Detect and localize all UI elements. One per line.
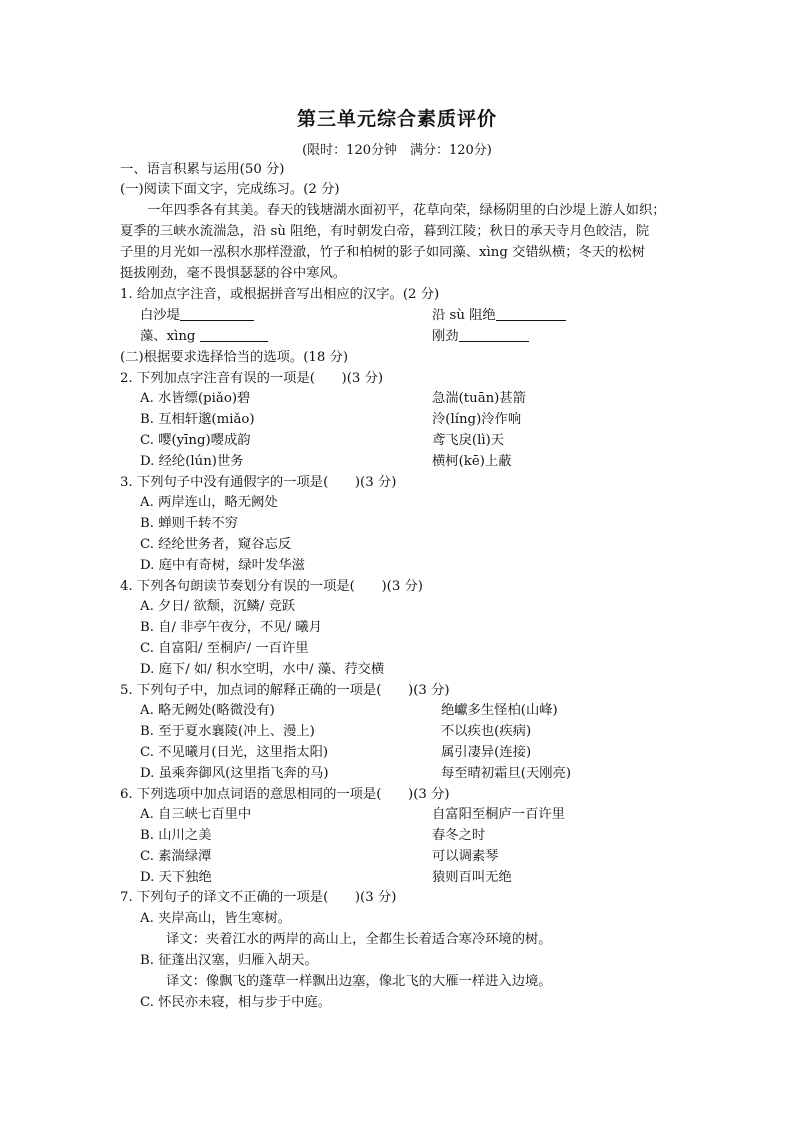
option-b: B. 互相轩邈(miǎo)	[140, 412, 255, 427]
answer-blank[interactable]	[200, 328, 268, 342]
option-b: B. 至于夏水襄陵(冲上、漫上)	[140, 724, 315, 739]
option-d: D. 庭中有奇树，绿叶发华滋	[140, 558, 305, 573]
option-d-pair: 横柯(kē)上蔽	[432, 454, 512, 469]
question-stem: 6. 下列选项中加点词语的意思相同的一项是( )(3 分)	[120, 787, 450, 802]
question-stem: 4. 下列各句朗读节奏划分有误的一项是( )(3 分)	[120, 579, 423, 594]
option-d: D. 虽乘奔御风(这里指飞奔的马)	[140, 766, 329, 781]
option-c: C. 素湍绿潭	[140, 849, 212, 864]
option-a: A. 夹岸高山，皆生寒树。	[140, 911, 292, 926]
option-b: B. 蝉则千转不穷	[140, 516, 239, 531]
fill-item	[140, 328, 268, 346]
translation-line: 译文：像飘飞的蓬草一样飘出边塞，像北飞的大雁一样进入边境。	[166, 974, 552, 989]
option-a: A. 略无阙处(略微没有)	[140, 703, 275, 718]
question-stem: 2. 下列加点字注音有误的一项是( )(3 分)	[120, 371, 384, 386]
option-c: C. 自富阳/ 至桐庐/ 一百许里	[140, 641, 309, 656]
option-d-pair: 猿则百叫无绝	[432, 870, 512, 885]
part-heading: (二)根据要求选择恰当的选项。(18 分)	[120, 350, 349, 365]
fill-item	[432, 328, 529, 346]
question-stem: 7. 下列句子的译文不正确的一项是( )(3 分)	[120, 890, 397, 905]
answer-blank[interactable]	[180, 307, 254, 321]
option-a-pair: 自富阳至桐庐一百许里	[432, 807, 565, 822]
fill-item-label: 沿 sù 阻绝	[432, 308, 496, 323]
part-heading: (一)阅读下面文字，完成练习。(2 分)	[120, 182, 340, 197]
option-c: C. 经纶世务者，窥谷忘反	[140, 537, 292, 552]
option-a: A. 水皆缥(piǎo)碧	[140, 391, 251, 406]
option-d: D. 经纶(lún)世务	[140, 454, 244, 469]
answer-blank[interactable]	[496, 307, 566, 321]
fill-item-label: 刚劲	[432, 329, 459, 344]
option-c: C. 嘤(yīng)嘤成韵	[140, 433, 251, 448]
option-c-pair: 鸢飞戾(lì)天	[432, 433, 505, 448]
option-b-pair: 春冬之时	[432, 828, 486, 843]
passage-line: 挺拔刚劲，毫不畏惧瑟瑟的谷中寒风。	[120, 266, 347, 281]
option-d: D. 天下独绝	[140, 870, 212, 885]
question-stem: 5. 下列句子中，加点词的解释正确的一项是( )(3 分)	[120, 683, 450, 698]
option-c: C. 不见曦月(日光，这里指太阳)	[140, 745, 329, 760]
option-a: A. 夕日/ 欲颓，沉鳞/ 竞跃	[140, 599, 296, 614]
passage-line: 一年四季各有其美。春天的钱塘湖水面初平，花草向荣，绿杨阴里的白沙堤上游人如织；	[147, 203, 666, 218]
option-b-pair: 不以疾也(疾病)	[441, 724, 532, 739]
option-b: B. 征蓬出汉塞，归雁入胡天。	[140, 953, 318, 968]
option-a-pair: 急湍(tuān)甚箭	[432, 391, 526, 406]
page-title: 第三单元综合素质评价	[296, 108, 497, 130]
page-subtitle: (限时：120分钟 满分：120分)	[302, 143, 492, 158]
option-a: A. 自三峡七百里中	[140, 807, 252, 822]
section-heading: 一、语言积累与运用(50 分)	[120, 162, 285, 177]
option-b: B. 山川之美	[140, 828, 212, 843]
answer-blank[interactable]	[459, 328, 529, 342]
option-a-pair: 绝巘多生怪柏(山峰)	[441, 703, 558, 718]
passage-line: 夏季的三峡水流湍急，沿 sù 阻绝，有时朝发白帝，暮到江陵；秋日的承天寺月色皎洁，院	[120, 224, 650, 239]
fill-item-label: 白沙堤	[140, 308, 180, 323]
option-b: B. 自/ 非亭午夜分，不见/ 曦月	[140, 620, 322, 635]
option-a: A. 两岸连山，略无阙处	[140, 495, 278, 510]
option-c-pair: 可以调素琴	[432, 849, 499, 864]
option-d: D. 庭下/ 如/ 积水空明，水中/ 藻、荇交横	[140, 662, 385, 677]
fill-item	[140, 307, 254, 325]
question-stem: 1. 给加点字注音，或根据拼音写出相应的汉字。(2 分)	[120, 287, 440, 302]
option-d-pair: 每至晴初霜旦(天刚亮)	[441, 766, 572, 781]
option-c-pair: 属引凄异(连接)	[441, 745, 532, 760]
option-b-pair: 泠(líng)泠作响	[432, 412, 522, 427]
fill-item	[432, 307, 566, 325]
passage-line: 子里的月光如一泓积水那样澄澈，竹子和柏树的影子如同藻、xìng 交错纵横；冬天的松树	[120, 245, 646, 260]
fill-item-label: 藻、xìng	[140, 329, 200, 344]
translation-line: 译文：夹着江水的两岸的高山上，全都生长着适合寒冷环境的树。	[166, 932, 552, 947]
option-c: C. 怀民亦未寝，相与步于中庭。	[140, 995, 332, 1010]
question-stem: 3. 下列句子中没有通假字的一项是( )(3 分)	[120, 475, 397, 490]
